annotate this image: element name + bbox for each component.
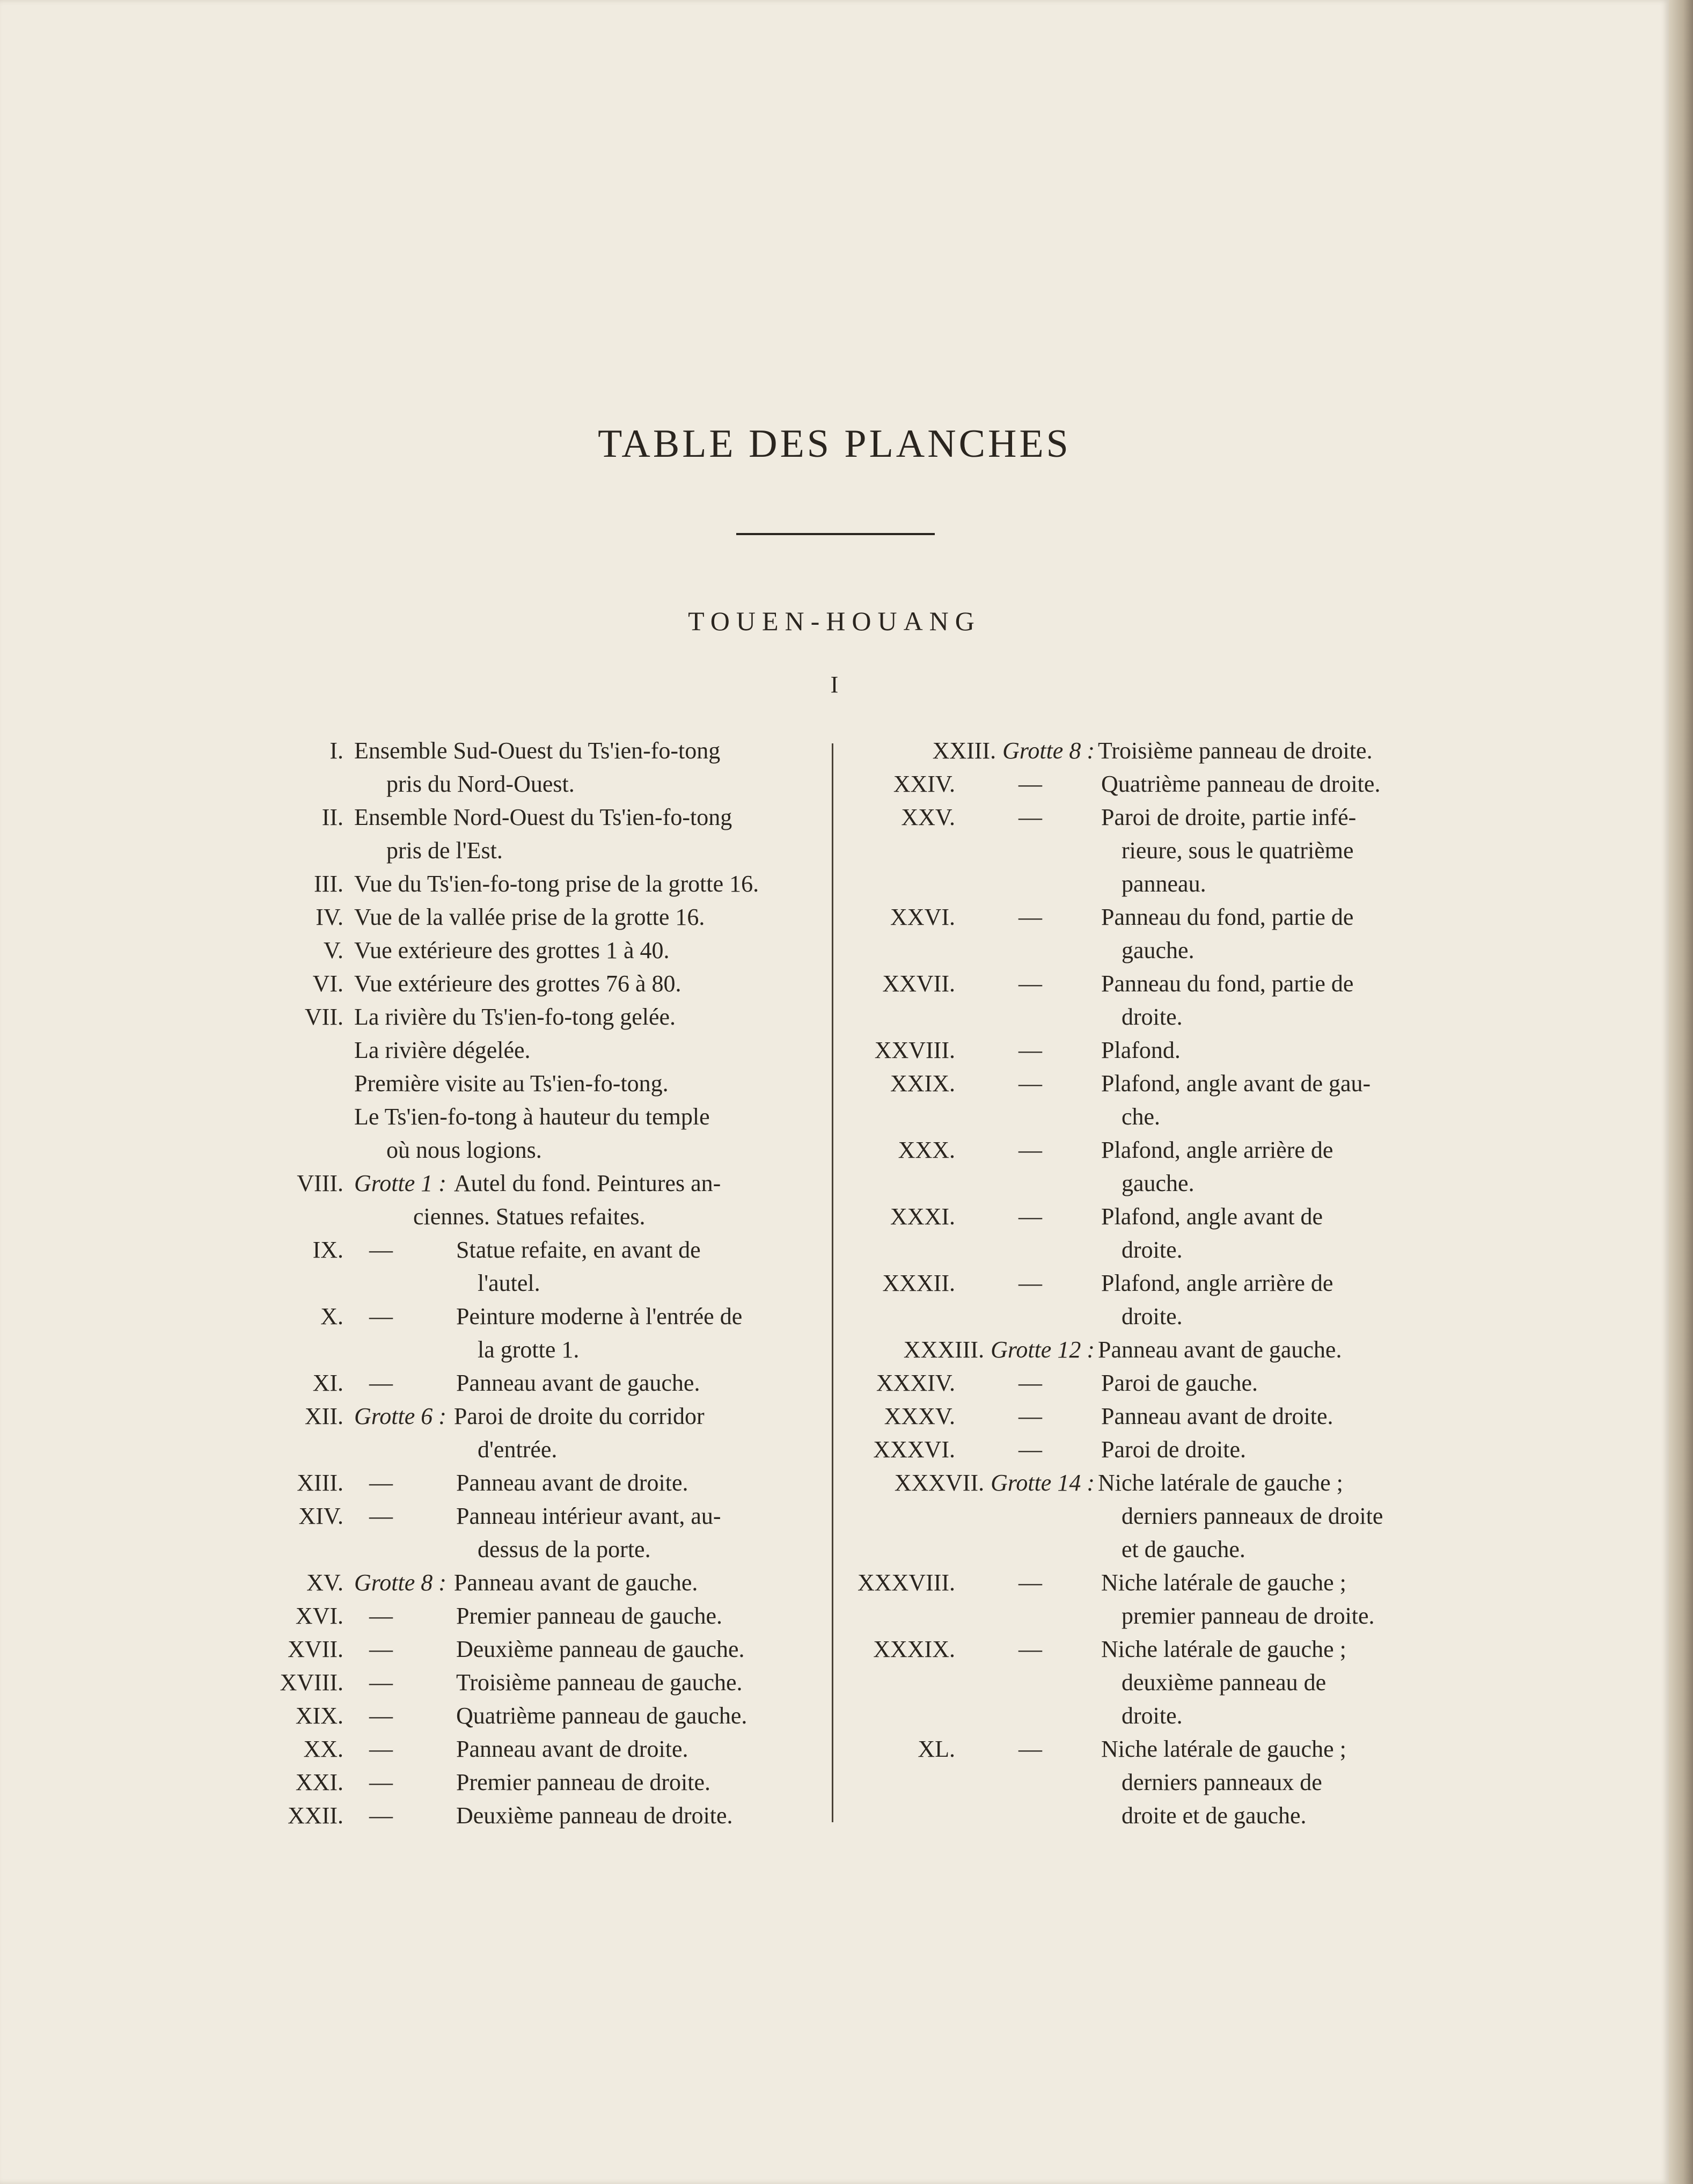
plate-entry: [236, 801, 821, 867]
ditto-dash: —: [1018, 1636, 1042, 1662]
grotte-label: Grotte 14 :: [991, 1470, 1095, 1496]
entry-line: [837, 1200, 1443, 1233]
plate-entry: [236, 1566, 821, 1599]
entry-text: Quatrième panneau de droite.: [1101, 771, 1381, 797]
plate-number: XXIV.: [893, 771, 955, 797]
entry-text: Le Ts'ien-fo-tong à hauteur du temple: [354, 1104, 710, 1130]
plate-number: I.: [329, 737, 343, 764]
entry-line: [236, 1433, 821, 1466]
ditto-dash: —: [369, 1603, 393, 1629]
entry-text: Premier panneau de gauche.: [456, 1603, 722, 1629]
entry-line: [837, 1167, 1443, 1200]
part-number: I: [830, 671, 839, 698]
entry-text: Premier panneau de droite.: [456, 1769, 711, 1795]
entry-text: Paroi de droite du corridor: [453, 1403, 705, 1429]
entry-text: Panneau avant de droite.: [1101, 1403, 1333, 1429]
plate-entry: [837, 1466, 1443, 1566]
entry-line: [837, 1799, 1443, 1832]
entry-text: Panneau avant de droite.: [456, 1470, 688, 1496]
ditto-dash: —: [1018, 1203, 1042, 1230]
plate-entry: [236, 867, 821, 901]
entry-text: Vue de la vallée prise de la grotte 16.: [354, 904, 705, 930]
entry-line: [236, 1300, 821, 1333]
entry-line: [837, 967, 1443, 1000]
entry-line: [236, 1400, 821, 1433]
column-divider: [832, 743, 833, 1822]
plate-number: VIII.: [297, 1170, 343, 1196]
entry-line: [837, 734, 1443, 768]
entry-text: Ensemble Sud-Ouest du Ts'ien-fo-tong: [354, 737, 721, 764]
entry-line: [236, 1367, 821, 1400]
entry-line: [837, 1433, 1443, 1466]
entry-line: [837, 1367, 1443, 1400]
ditto-dash: —: [1018, 1736, 1042, 1762]
plate-number: XXXVII.: [894, 1470, 985, 1496]
entry-line: [236, 1633, 821, 1666]
plate-number: XXXIII.: [903, 1336, 985, 1363]
entry-text: d'entrée.: [478, 1436, 558, 1463]
plate-number: XL.: [918, 1736, 955, 1762]
entry-line: [837, 1500, 1443, 1533]
plate-entry: [837, 1566, 1443, 1633]
entry-text: Panneau avant de droite.: [456, 1736, 688, 1762]
entry-text: et de gauche.: [1122, 1536, 1245, 1562]
entry-line: [236, 1034, 821, 1067]
entry-text: Autel du fond. Peintures an-: [453, 1170, 721, 1196]
plate-entry: [837, 1733, 1443, 1832]
plate-entry: [236, 1599, 821, 1633]
entry-text: Niche latérale de gauche ;: [1101, 1569, 1346, 1596]
entry-text: Panneau avant de gauche.: [453, 1569, 698, 1596]
ditto-dash: —: [1018, 1403, 1042, 1429]
plate-number: III.: [314, 871, 343, 897]
entry-text: Panneau intérieur avant, au-: [456, 1503, 721, 1529]
entry-line: [837, 1300, 1443, 1333]
plate-number: XVIII.: [280, 1669, 343, 1696]
plate-entry: [837, 967, 1443, 1034]
entry-text: Troisième panneau de droite.: [1098, 737, 1373, 764]
plate-entry: [236, 1733, 821, 1766]
plate-number: XXXV.: [884, 1403, 955, 1429]
plate-number: XXXIV.: [876, 1370, 955, 1396]
entry-text: rieure, sous le quatrième: [1122, 837, 1354, 864]
entry-text: Quatrième panneau de gauche.: [456, 1703, 747, 1729]
entry-line: [236, 1100, 821, 1134]
page-edge: [1669, 0, 1693, 2184]
entry-line: [236, 934, 821, 967]
ditto-dash: —: [1018, 1569, 1042, 1596]
entry-text: Première visite au Ts'ien-fo-tong.: [354, 1070, 669, 1097]
entry-text: Panneau avant de gauche.: [456, 1370, 700, 1396]
plate-number: XXXVI.: [873, 1436, 955, 1463]
plate-entry: [236, 1766, 821, 1799]
plate-entry: [837, 1333, 1443, 1367]
ditto-dash: —: [1018, 1037, 1042, 1063]
entry-text: droite.: [1122, 1703, 1183, 1729]
ditto-dash: —: [1018, 804, 1042, 830]
entry-line: [837, 1333, 1443, 1367]
plate-number: XII.: [304, 1403, 343, 1429]
entry-text: droite.: [1122, 1303, 1183, 1330]
entry-line: [837, 1533, 1443, 1566]
plate-number: XXXII.: [882, 1270, 955, 1296]
entry-text: Plafond.: [1101, 1037, 1181, 1063]
entry-text: La rivière du Ts'ien-fo-tong gelée.: [354, 1004, 676, 1030]
plate-number: XXIII.: [932, 737, 996, 764]
entry-text: deuxième panneau de: [1122, 1669, 1326, 1696]
page-title: TABLE DES PLANCHES: [598, 422, 1071, 466]
entry-line: [236, 1566, 821, 1599]
entry-line: [837, 1000, 1443, 1034]
entry-line: [236, 1766, 821, 1799]
ditto-dash: —: [369, 1769, 393, 1795]
entry-line: [236, 1699, 821, 1733]
entry-line: [837, 801, 1443, 834]
plate-entry: [236, 1500, 821, 1566]
plate-entry: [837, 1134, 1443, 1200]
plate-number: VII.: [304, 1004, 343, 1030]
entry-line: [236, 768, 821, 801]
entry-text: Deuxième panneau de droite.: [456, 1802, 733, 1829]
plate-entry: [837, 1433, 1443, 1466]
entry-text: droite.: [1122, 1004, 1183, 1030]
section-title: TOUEN-HOUANG: [688, 606, 981, 636]
plate-number: II.: [321, 804, 343, 830]
entry-line: [837, 768, 1443, 801]
plate-number: XXI.: [295, 1769, 343, 1795]
entry-line: [837, 1766, 1443, 1799]
plate-number: XXVIII.: [874, 1037, 955, 1063]
entry-text: Vue du Ts'ien-fo-tong prise de la grotte 16.: [354, 871, 759, 897]
plate-number: XXX.: [898, 1137, 955, 1163]
plate-entry: [236, 1233, 821, 1300]
ditto-dash: —: [369, 1703, 393, 1729]
entry-text: Paroi de gauche.: [1101, 1370, 1258, 1396]
ditto-dash: —: [369, 1503, 393, 1529]
ditto-dash: —: [1018, 1270, 1042, 1296]
entry-line: [236, 1200, 821, 1233]
entry-text: Peinture moderne à l'entrée de: [456, 1303, 743, 1330]
entry-line: [236, 1333, 821, 1367]
plate-number: IX.: [312, 1237, 343, 1263]
ditto-dash: —: [1018, 970, 1042, 997]
entry-line: [236, 867, 821, 901]
plate-entry: [837, 1400, 1443, 1433]
grotte-label: Grotte 12 :: [991, 1336, 1095, 1363]
ditto-dash: —: [1018, 1137, 1042, 1163]
entry-line: [236, 1666, 821, 1699]
plate-number: XXV.: [901, 804, 955, 830]
entry-text: pris de l'Est.: [386, 837, 503, 864]
ditto-dash: —: [369, 1802, 393, 1829]
plate-entry: [236, 1466, 821, 1500]
left-column: [236, 734, 821, 1832]
ditto-dash: —: [369, 1470, 393, 1496]
entry-line: [236, 1134, 821, 1167]
entry-text: Vue extérieure des grottes 76 à 80.: [354, 970, 681, 997]
plate-number: XV.: [306, 1569, 343, 1596]
entry-text: Plafond, angle avant de: [1101, 1203, 1323, 1230]
entry-line: [837, 1100, 1443, 1134]
plate-number: XXXIX.: [873, 1636, 955, 1662]
plate-entry: [236, 1000, 821, 1167]
plate-number: XXVI.: [890, 904, 955, 930]
entry-line: [837, 1067, 1443, 1100]
entry-text: Panneau du fond, partie de: [1101, 904, 1354, 930]
entry-text: la grotte 1.: [478, 1336, 580, 1363]
plate-entry: [236, 1367, 821, 1400]
plate-entry: [236, 1400, 821, 1466]
plate-entry: [236, 967, 821, 1000]
plate-entry: [837, 1067, 1443, 1134]
entry-line: [236, 1466, 821, 1500]
ditto-dash: —: [369, 1303, 393, 1330]
entry-text: derniers panneaux de: [1122, 1769, 1322, 1795]
ditto-dash: —: [1018, 904, 1042, 930]
entry-text: ciennes. Statues refaites.: [413, 1203, 646, 1230]
plate-number: XIII.: [297, 1470, 343, 1496]
entry-line: [837, 934, 1443, 967]
entry-text: derniers panneaux de droite: [1122, 1503, 1383, 1529]
plate-number: XXII.: [288, 1802, 343, 1829]
plate-entry: [837, 1633, 1443, 1733]
entry-line: [837, 1699, 1443, 1733]
plate-entry: [236, 734, 821, 801]
plate-entry: [236, 1699, 821, 1733]
entry-text: l'autel.: [478, 1270, 540, 1296]
entry-line: [837, 1633, 1443, 1666]
plate-number: XVII.: [288, 1636, 343, 1662]
entry-line: [236, 901, 821, 934]
entry-line: [837, 1034, 1443, 1067]
plate-number: XIV.: [298, 1503, 343, 1529]
entry-line: [837, 1400, 1443, 1433]
entry-text: Paroi de droite.: [1101, 1436, 1247, 1463]
entry-text: Vue extérieure des grottes 1 à 40.: [354, 937, 670, 963]
right-column: [837, 734, 1443, 1832]
entry-line: [837, 867, 1443, 901]
entry-text: Deuxième panneau de gauche.: [456, 1636, 745, 1662]
ditto-dash: —: [1018, 1070, 1042, 1097]
entry-line: [236, 1000, 821, 1034]
entry-text: premier panneau de droite.: [1122, 1603, 1375, 1629]
ditto-dash: —: [1018, 1370, 1042, 1396]
entry-text: Plafond, angle arrière de: [1101, 1137, 1333, 1163]
plate-entry: [837, 1367, 1443, 1400]
entry-line: [236, 1533, 821, 1566]
entry-text: pris du Nord-Ouest.: [386, 771, 575, 797]
plate-number: XI.: [312, 1370, 343, 1396]
entry-line: [236, 734, 821, 768]
entry-text: La rivière dégelée.: [354, 1037, 531, 1063]
ditto-dash: —: [369, 1636, 393, 1662]
plate-entry: [837, 801, 1443, 901]
entry-text: Troisième panneau de gauche.: [456, 1669, 743, 1696]
entry-line: [236, 1500, 821, 1533]
plate-entry: [236, 1167, 821, 1233]
entry-text: droite et de gauche.: [1122, 1802, 1307, 1829]
plate-number: XXXVIII.: [857, 1569, 955, 1596]
entry-line: [236, 1267, 821, 1300]
ditto-dash: —: [369, 1370, 393, 1396]
entry-text: gauche.: [1122, 937, 1194, 963]
plate-number: XXXI.: [890, 1203, 955, 1230]
ditto-dash: —: [369, 1736, 393, 1762]
entry-line: [837, 1599, 1443, 1633]
grotte-label: Grotte 1 :: [354, 1170, 446, 1196]
plate-entry: [236, 1799, 821, 1832]
entry-text: Plafond, angle avant de gau-: [1101, 1070, 1371, 1097]
plate-number: V.: [323, 937, 343, 963]
entry-line: [837, 901, 1443, 934]
entry-text: Statue refaite, en avant de: [456, 1237, 701, 1263]
entry-line: [236, 1233, 821, 1267]
title-rule: [736, 533, 935, 535]
entry-text: Niche latérale de gauche ;: [1101, 1736, 1346, 1762]
ditto-dash: —: [369, 1669, 393, 1696]
plate-number: IV.: [316, 904, 343, 930]
entry-line: [236, 967, 821, 1000]
entry-text: Niche latérale de gauche ;: [1098, 1470, 1343, 1496]
plate-entry: [236, 1666, 821, 1699]
plate-number: XXIX.: [890, 1070, 955, 1097]
plate-entry: [837, 734, 1443, 768]
entry-text: Panneau avant de gauche.: [1098, 1336, 1342, 1363]
entry-line: [837, 1134, 1443, 1167]
plate-number: XX.: [303, 1736, 343, 1762]
entry-line: [837, 834, 1443, 867]
plate-entry: [837, 1200, 1443, 1267]
plate-number: XIX.: [295, 1703, 343, 1729]
entry-line: [236, 1167, 821, 1200]
plate-number: XXVII.: [882, 970, 955, 997]
entry-text: che.: [1122, 1104, 1161, 1130]
plate-number: XVI.: [295, 1603, 343, 1629]
grotte-label: Grotte 6 :: [354, 1403, 446, 1429]
entry-line: [236, 801, 821, 834]
plate-entry: [837, 1034, 1443, 1067]
entry-line: [236, 1599, 821, 1633]
entry-text: droite.: [1122, 1237, 1183, 1263]
entry-text: Ensemble Nord-Ouest du Ts'ien-fo-tong: [354, 804, 732, 830]
plate-entry: [236, 1300, 821, 1367]
entry-line: [236, 834, 821, 867]
entry-text: panneau.: [1122, 871, 1206, 897]
entry-line: [837, 1267, 1443, 1300]
entry-line: [837, 1233, 1443, 1267]
ditto-dash: —: [1018, 771, 1042, 797]
entry-line: [837, 1566, 1443, 1599]
entry-text: où nous logions.: [386, 1137, 542, 1163]
grotte-label: Grotte 8 :: [354, 1569, 446, 1596]
entry-line: [837, 1666, 1443, 1699]
plate-entry: [837, 768, 1443, 801]
entry-text: dessus de la porte.: [478, 1536, 651, 1562]
plate-number: X.: [320, 1303, 343, 1330]
plate-entry: [837, 901, 1443, 967]
plate-entry: [236, 934, 821, 967]
plate-number: VI.: [312, 970, 343, 997]
grotte-label: Grotte 8 :: [1002, 737, 1095, 764]
entry-line: [236, 1067, 821, 1100]
entry-line: [837, 1466, 1443, 1500]
plate-entry: [837, 1267, 1443, 1333]
entry-text: Paroi de droite, partie infé-: [1101, 804, 1357, 830]
ditto-dash: —: [1018, 1436, 1042, 1463]
entry-text: Niche latérale de gauche ;: [1101, 1636, 1346, 1662]
ditto-dash: —: [369, 1237, 393, 1263]
plate-entry: [236, 1633, 821, 1666]
entry-text: Plafond, angle arrière de: [1101, 1270, 1333, 1296]
plate-entry: [236, 901, 821, 934]
entry-line: [236, 1733, 821, 1766]
entry-text: gauche.: [1122, 1170, 1194, 1196]
entry-line: [236, 1799, 821, 1832]
entry-line: [837, 1733, 1443, 1766]
entry-text: Panneau du fond, partie de: [1101, 970, 1354, 997]
